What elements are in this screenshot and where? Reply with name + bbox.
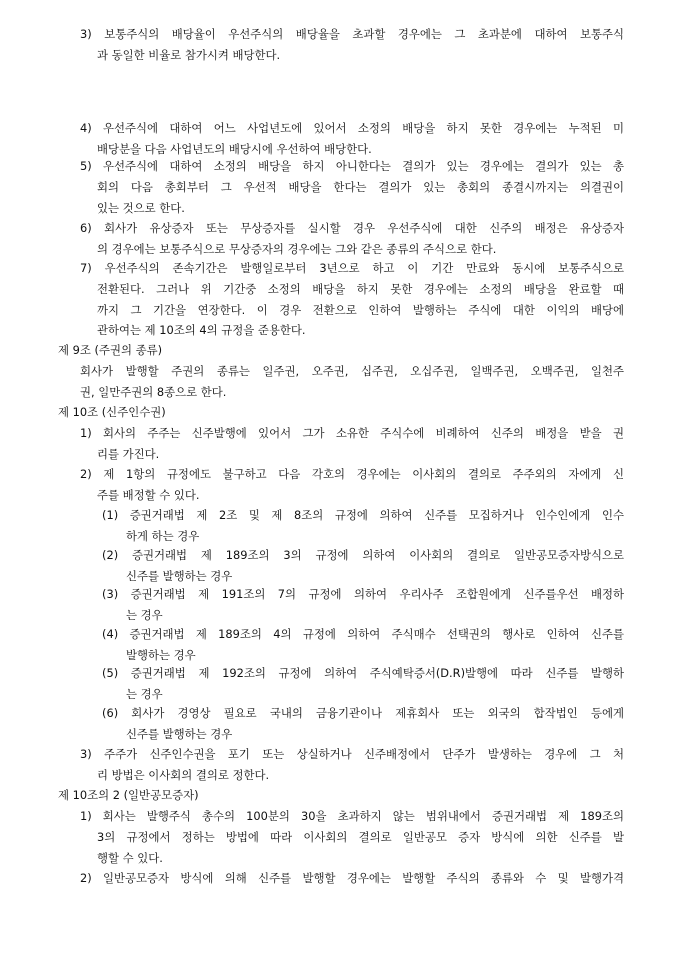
text-line: (6) 회사가 경영상 필요로 국내의 금융기관이나 제휴회사 또는 외국의 합작법인 등에게 xyxy=(102,706,624,720)
clause-5 xyxy=(80,156,624,218)
text-line: 3의 규정에서 정하는 방법에 따라 이사회의 결의로 일반공모 증자 방식에 의한 신주를 발 xyxy=(97,829,624,844)
text-line: 는 경우 xyxy=(126,607,163,622)
text-line: 6) 회사가 유상증자 또는 무상증자를 실시할 경우 우선주식에 대한 신주의 배정은 유상증자 xyxy=(80,221,624,235)
text-line: 2) 제 1항의 규정에도 불구하고 다음 각호의 경우에는 이사회의 결의로 주주외의 자에게 신 xyxy=(80,467,624,481)
subclause-3 xyxy=(102,584,624,626)
text-line: 신주를 발행하는 경우 xyxy=(126,568,233,583)
article-9-body xyxy=(80,361,624,403)
subclause-4 xyxy=(102,624,624,666)
subclause-1 xyxy=(102,505,624,547)
article-10-2-heading: 제 10조의 2 (일반공모증자) xyxy=(58,788,199,802)
article-10-clause-2 xyxy=(80,464,624,506)
text-line: 1) 회사의 주주는 신주발행에 있어서 그가 소유한 주식수에 비례하여 신주의 배정을 받을 권 xyxy=(80,426,624,440)
text-line: 신주를 발행하는 경우 xyxy=(126,726,233,741)
text-line: (2) 증권거래법 제 189조의 3의 규정에 의하여 이사회의 결의로 일반공모증자방식으로 xyxy=(102,548,624,562)
text-line: 리 방법은 이사회의 결의로 정한다. xyxy=(97,767,270,782)
text-line: 7) 우선주식의 존속기간은 발행일로부터 3년으로 하고 이 기간 만료와 동시에 보통주식으로 xyxy=(80,261,624,275)
text-line: (4) 증권거래법 제 189조의 4의 규정에 의하여 주식매수 선택권의 행사로 인하여 신주를 xyxy=(102,627,624,641)
text-line: 하게 하는 경우 xyxy=(126,528,200,543)
text-line: 관하여는 제 10조의 4의 규정을 준용한다. xyxy=(97,323,306,338)
clause-3 xyxy=(80,24,624,66)
article-10-clause-1 xyxy=(80,423,624,465)
text-line: (5) 증권거래법 제 192조의 규정에 의하여 주식예탁증서(D.R)발행에 따라 신주를 발행하 xyxy=(102,666,624,680)
text-line: 4) 우선주식에 대하여 어느 사업년도에 있어서 소정의 배당을 하지 못한 경우에는 누적된 미 xyxy=(80,121,624,135)
text-line: 전환된다. 그러나 위 기간중 소정의 배당을 하지 못한 경우에는 소정의 배당을 완료할 때 xyxy=(97,281,624,296)
text-line: 는 경우 xyxy=(126,686,163,701)
subclause-5 xyxy=(102,663,624,705)
clause-4 xyxy=(80,118,624,160)
text-line: 있는 것으로 한다. xyxy=(97,200,185,215)
article-10-2-clause-1 xyxy=(80,806,624,868)
text-line: (3) 증권거래법 제 191조의 7의 규정에 의하여 우리사주 조합원에게 신주를우선 배정하 xyxy=(102,587,624,601)
text-line: 의 경우에는 보통주식으로 무상증자의 경우에는 그와 같은 종류의 주식으로 한다. xyxy=(97,241,497,256)
text-line: 5) 우선주식에 대하여 소정의 배당을 하지 아니한다는 결의가 있는 경우에는 결의가 있는 총 xyxy=(80,159,624,173)
text-line: 과 동일한 비율로 참가시켜 배당한다. xyxy=(97,47,281,62)
text-line: 행할 수 있다. xyxy=(97,850,163,865)
text-line: 회의 다음 총회부터 그 우선적 배당을 한다는 결의가 있는 총회의 종결시까지는 의결권이 xyxy=(97,179,624,194)
subclause-6 xyxy=(102,703,624,745)
article-10-clause-3 xyxy=(80,744,624,786)
text-line: 2) 일반공모증자 방식에 의해 신주를 발행할 경우에는 발행할 주식의 종류와 수 및 발행가격 xyxy=(80,871,624,885)
text-line: 3) 보통주식의 배당율이 우선주식의 배당율을 초과할 경우에는 그 초과분에 대하여 보통주식 xyxy=(80,27,624,41)
text-line: 리를 가진다. xyxy=(97,446,160,461)
text-line: 권, 일만주권의 8종으로 한다. xyxy=(80,384,227,399)
text-line: (1) 증권거래법 제 2조 및 제 8조의 규정에 의하여 신주를 모집하거나 인수인에게 인수 xyxy=(102,508,624,522)
text-line: 배당분을 다음 사업년도의 배당시에 우선하여 배당한다. xyxy=(97,141,372,156)
clause-7 xyxy=(80,258,624,341)
article-10-heading: 제 10조 (신주인수권) xyxy=(58,405,166,419)
clause-6 xyxy=(80,218,624,260)
text-line: 까지 그 기간을 연장한다. 이 경우 전환으로 인하여 발행하는 주식에 대한 이익의 배당에 xyxy=(97,302,624,317)
text-line: 3) 주주가 신주인수권을 포기 또는 상실하거나 신주배정에서 단주가 발생하는 경우에 그 처 xyxy=(80,747,624,761)
text-line: 1) 회사는 발행주식 총수의 100분의 30을 초과하지 않는 범위내에서 증권거래법 제 189조의 xyxy=(80,809,624,823)
subclause-2 xyxy=(102,545,624,587)
text-line: 주를 배정할 수 있다. xyxy=(97,487,200,502)
text-line: 발행하는 경우 xyxy=(126,647,196,662)
text-line: 회사가 발행할 주권의 종류는 일주권, 오주권, 십주권, 오십주권, 일백주권, 오백주권, 일천주 xyxy=(80,364,624,378)
article-9-heading: 제 9조 (주권의 종류) xyxy=(58,343,163,357)
article-10-2-clause-2 xyxy=(80,868,624,889)
